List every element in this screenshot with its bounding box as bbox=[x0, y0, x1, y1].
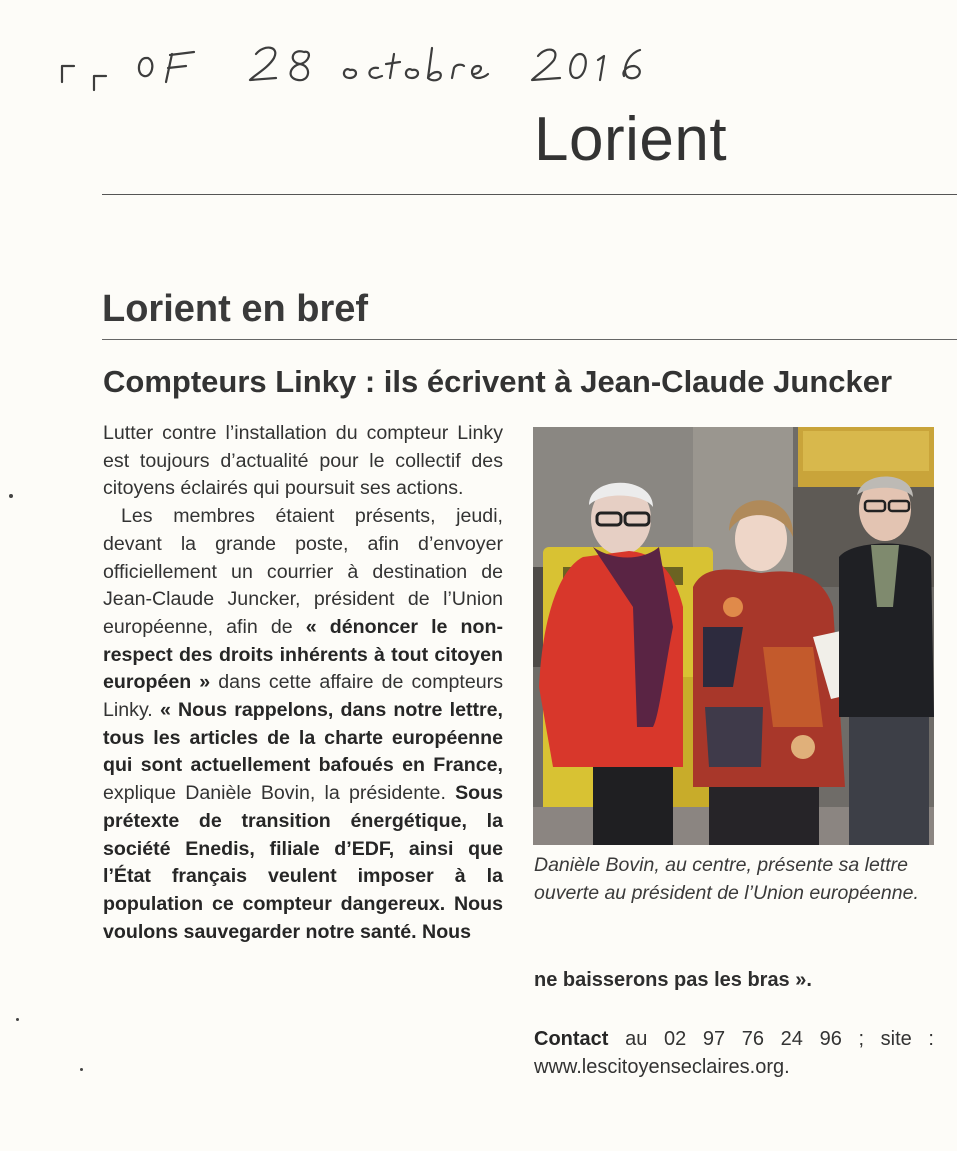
handwritten-date-annotation bbox=[60, 30, 700, 100]
rubric-title: Lorient en bref bbox=[102, 288, 369, 330]
quote-attribution: explique Danièle Bovin, la présidente. bbox=[103, 782, 456, 805]
article-photo bbox=[533, 427, 934, 845]
article-body-continued: ne baisserons pas les bras ». bbox=[534, 969, 812, 991]
article-paragraph-2 bbox=[103, 503, 503, 946]
article-body-column-1 bbox=[103, 420, 503, 946]
quote-denonciation: « dénoncer le non-respect des droits inhérents à tout citoyen européen » bbox=[103, 615, 503, 694]
contact-line bbox=[534, 1025, 934, 1081]
section-divider bbox=[102, 194, 957, 195]
quote-charte: « Nous rappelons, dans notre lettre, tous les articles de la charte européenne qui sont actuellement bafoués en France, bbox=[103, 699, 503, 777]
paragraph-2-middle: dans cette affaire de compteurs Linky. bbox=[103, 671, 503, 722]
scan-speck bbox=[80, 1068, 83, 1071]
rubric-divider bbox=[102, 339, 957, 340]
contact-label: Contact bbox=[534, 1028, 609, 1050]
article-headline: Compteurs Linky : ils écrivent à Jean-Claude Juncker bbox=[103, 364, 893, 399]
paragraph-2-intro: Les membres étaient présents, jeudi, devant la grande poste, afin d’envoyer officiellement un courrier à destination de Jean-Claude Juncker, président de l’Union européenne, afin de bbox=[103, 505, 503, 638]
photo-caption: Danièle Bovin, au centre, présente sa lettre ouverte au président de l’Union européenne. bbox=[534, 854, 919, 904]
contact-details: au 02 97 76 24 96 ; site : www.lescitoyenseclaires.org. bbox=[534, 1028, 934, 1078]
scan-speck bbox=[9, 494, 13, 498]
section-title: Lorient bbox=[534, 105, 728, 174]
scan-speck bbox=[16, 1018, 19, 1021]
quote-enedis: Sous prétexte de transition énergétique, la société Enedis, filiale d’EDF, ainsi que l’État français veulent imposer à la population ce compteur dangereux. Nous voulons sauvegarder notre santé. Nous bbox=[103, 782, 503, 943]
article-paragraph-1: Lutter contre l’installation du compteur Linky est toujours d’actualité pour le collectif des citoyens éclairés qui poursuit ses actions. bbox=[103, 422, 503, 500]
